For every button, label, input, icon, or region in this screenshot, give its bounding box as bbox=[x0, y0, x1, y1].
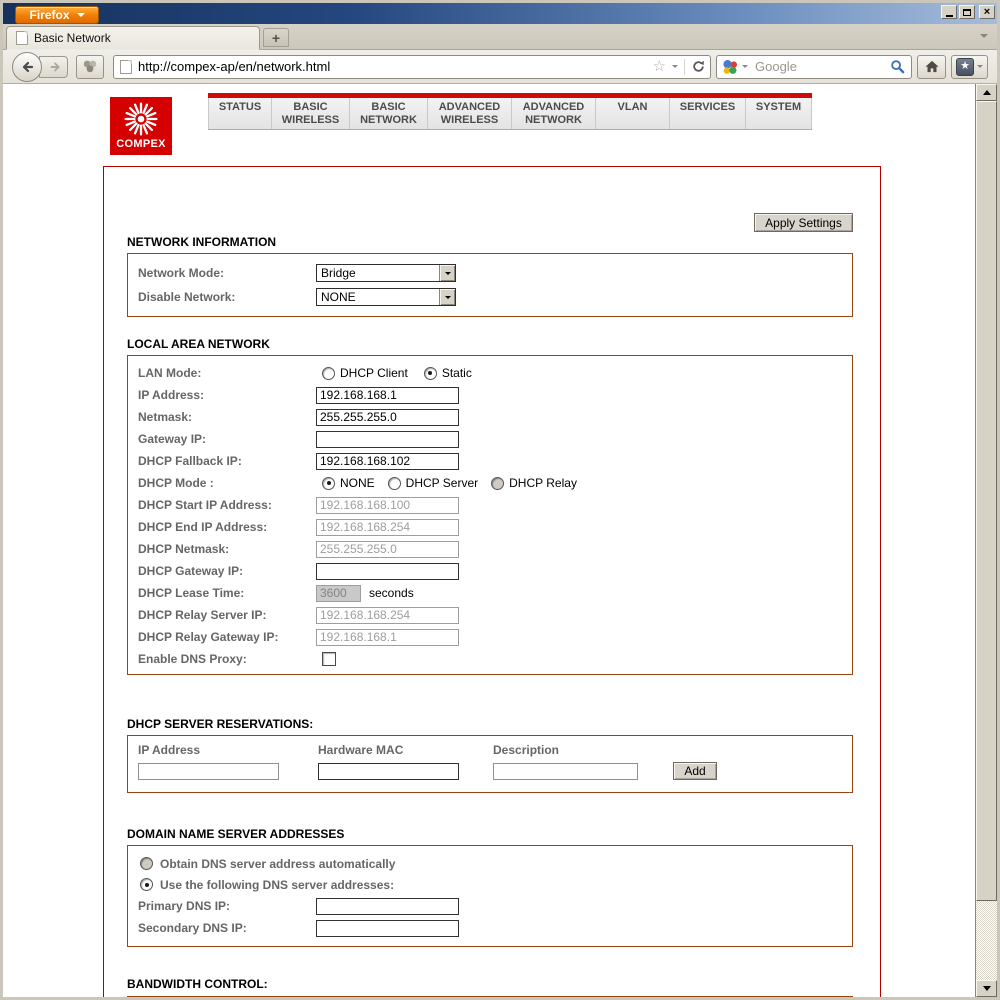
network-mode-label: Network Mode: bbox=[138, 266, 225, 280]
enable-dns-proxy-label: Enable DNS Proxy: bbox=[138, 652, 247, 666]
dhcp-relay-server-ip-input bbox=[316, 607, 459, 624]
nav-item-advanced-wireless[interactable]: ADVANCED WIRELESS bbox=[428, 98, 512, 129]
minimize-icon bbox=[946, 15, 953, 17]
dhcp-mode-relay-option[interactable]: DHCP Relay bbox=[491, 476, 577, 490]
apply-settings-button[interactable]: Apply Settings bbox=[754, 213, 853, 232]
add-reservation-button[interactable]: Add bbox=[673, 762, 717, 780]
compex-starburst-icon bbox=[119, 97, 163, 141]
lan-mode-static-option[interactable]: Static bbox=[424, 366, 472, 380]
home-button[interactable] bbox=[917, 55, 946, 79]
network-information-section bbox=[127, 253, 853, 317]
url-input[interactable] bbox=[138, 58, 647, 76]
select-dropdown-button[interactable] bbox=[439, 265, 455, 281]
tab-groups-icon bbox=[82, 59, 98, 74]
bookmark-dropdown-icon[interactable] bbox=[672, 65, 678, 71]
dhcp-mode-none-option[interactable]: NONE bbox=[322, 476, 375, 490]
ip-address-input[interactable] bbox=[316, 387, 459, 404]
close-button[interactable] bbox=[979, 5, 995, 19]
bookmarks-menu-button[interactable] bbox=[951, 55, 988, 79]
nav-item-services[interactable]: SERVICES bbox=[670, 98, 746, 129]
close-icon: × bbox=[983, 5, 991, 18]
radio-checked-icon[interactable] bbox=[424, 367, 437, 380]
settings-form bbox=[103, 166, 881, 997]
reservation-ip-column-header: IP Address bbox=[138, 743, 201, 757]
bookmark-star-icon[interactable]: ☆ bbox=[652, 58, 666, 75]
lan-mode-label: LAN Mode: bbox=[138, 366, 202, 380]
dhcp-end-ip-input bbox=[316, 519, 459, 536]
nav-item-basic-wireless[interactable]: BASIC WIRELESS bbox=[272, 98, 350, 129]
back-arrow-icon bbox=[19, 59, 35, 75]
nav-item-vlan[interactable]: VLAN bbox=[596, 98, 670, 129]
title-bar bbox=[3, 3, 997, 24]
arrow-up-icon bbox=[983, 86, 991, 95]
dns-auto-option[interactable]: Obtain DNS server address automatically bbox=[140, 853, 842, 874]
reservation-desc-column-header: Description bbox=[493, 743, 560, 757]
reservation-desc-input[interactable] bbox=[493, 763, 638, 780]
tab-basic-network[interactable] bbox=[6, 26, 260, 50]
network-mode-value: Bridge bbox=[321, 266, 356, 280]
gateway-ip-input[interactable] bbox=[316, 431, 459, 448]
new-tab-button[interactable] bbox=[263, 28, 289, 47]
nav-item-basic-network[interactable]: BASIC NETWORK bbox=[350, 98, 428, 129]
dhcp-relay-server-ip-label: DHCP Relay Server IP: bbox=[138, 608, 267, 622]
tab-bar bbox=[3, 24, 997, 50]
compex-logo-text: COMPEX bbox=[116, 138, 166, 150]
disable-network-label: Disable Network: bbox=[138, 290, 236, 304]
search-magnifier-icon[interactable] bbox=[890, 59, 905, 74]
scroll-down-button[interactable] bbox=[976, 980, 997, 997]
network-information-heading: NETWORK INFORMATION bbox=[127, 235, 277, 249]
local-area-network-section bbox=[127, 355, 853, 675]
site-identity-icon[interactable] bbox=[120, 60, 132, 74]
dhcp-relay-gateway-ip-label: DHCP Relay Gateway IP: bbox=[138, 630, 279, 644]
bandwidth-control-heading: BANDWIDTH CONTROL: bbox=[127, 977, 268, 991]
netmask-input[interactable] bbox=[316, 409, 459, 426]
nav-item-status[interactable]: STATUS bbox=[208, 98, 272, 129]
primary-dns-input[interactable] bbox=[316, 898, 459, 915]
secondary-dns-label: Secondary DNS IP: bbox=[138, 921, 247, 935]
urlbar-divider bbox=[684, 59, 685, 75]
dns-section bbox=[127, 845, 853, 947]
secondary-dns-input[interactable] bbox=[316, 920, 459, 937]
reservation-mac-column-header: Hardware MAC bbox=[318, 743, 404, 757]
maximize-button[interactable] bbox=[959, 5, 975, 19]
radio-checked-icon[interactable] bbox=[140, 878, 153, 891]
tab-groups-button[interactable] bbox=[76, 55, 104, 79]
tab-title: Basic Network bbox=[34, 31, 111, 45]
radio-unchecked-icon[interactable] bbox=[388, 477, 401, 490]
dns-manual-option[interactable]: Use the following DNS server addresses: bbox=[140, 874, 842, 895]
arrow-down-icon bbox=[983, 986, 991, 995]
radio-disabled-icon bbox=[491, 477, 504, 490]
dhcp-lease-time-input bbox=[316, 585, 361, 602]
vertical-scrollbar[interactable] bbox=[975, 84, 997, 997]
bandwidth-control-section bbox=[127, 996, 853, 997]
forward-arrow-icon bbox=[49, 60, 63, 74]
dhcp-reservations-section bbox=[127, 735, 853, 793]
dhcp-end-ip-label: DHCP End IP Address: bbox=[138, 520, 268, 534]
reload-icon[interactable] bbox=[691, 59, 706, 74]
bookmarks-star-icon: ★ bbox=[956, 58, 974, 76]
reservation-ip-input[interactable] bbox=[138, 763, 279, 780]
main-nav-menu bbox=[208, 93, 812, 130]
minimize-button[interactable] bbox=[941, 5, 957, 19]
chevron-down-icon bbox=[77, 13, 85, 21]
new-tab-plus-icon: + bbox=[271, 29, 281, 46]
tab-list-dropdown-icon[interactable] bbox=[980, 34, 988, 42]
maximize-icon bbox=[963, 9, 971, 16]
dhcp-netmask-input bbox=[316, 541, 459, 558]
bookmarks-dropdown-icon bbox=[977, 65, 983, 71]
dhcp-start-ip-input bbox=[316, 497, 459, 514]
url-bar[interactable] bbox=[113, 55, 711, 79]
page-favicon-icon bbox=[16, 31, 28, 45]
radio-checked-icon[interactable] bbox=[322, 477, 335, 490]
google-icon[interactable] bbox=[723, 60, 737, 74]
dns-heading: DOMAIN NAME SERVER ADDRESSES bbox=[127, 827, 345, 841]
search-input[interactable] bbox=[753, 58, 885, 75]
navigation-toolbar bbox=[3, 50, 997, 84]
compex-logo bbox=[110, 97, 172, 155]
forward-button[interactable] bbox=[39, 56, 68, 78]
lan-mode-dhcp-client-option[interactable]: DHCP Client bbox=[322, 366, 408, 380]
disable-network-value: NONE bbox=[321, 290, 356, 304]
disable-network-select[interactable] bbox=[316, 288, 456, 306]
dhcp-gateway-ip-input[interactable] bbox=[316, 563, 459, 580]
gateway-ip-label: Gateway IP: bbox=[138, 432, 207, 446]
dhcp-mode-server-option[interactable]: DHCP Server bbox=[388, 476, 478, 490]
radio-unchecked-icon[interactable] bbox=[322, 367, 335, 380]
ip-address-label: IP Address: bbox=[138, 388, 205, 402]
home-icon bbox=[924, 59, 940, 74]
chevron-down-icon bbox=[445, 272, 451, 278]
dhcp-reservations-heading: DHCP SERVER RESERVATIONS: bbox=[127, 717, 314, 731]
reservation-mac-input[interactable] bbox=[318, 763, 459, 780]
dhcp-gateway-ip-label: DHCP Gateway IP: bbox=[138, 564, 244, 578]
dhcp-lease-time-unit: seconds bbox=[369, 586, 414, 600]
back-button[interactable] bbox=[12, 52, 42, 82]
firefox-menu-button[interactable] bbox=[15, 6, 99, 24]
web-page bbox=[3, 84, 975, 997]
search-engine-dropdown-icon[interactable] bbox=[742, 65, 748, 71]
nav-item-system[interactable]: SYSTEM bbox=[746, 98, 812, 129]
dhcp-fallback-ip-label: DHCP Fallback IP: bbox=[138, 454, 242, 468]
scrollbar-thumb[interactable] bbox=[976, 101, 997, 901]
search-box[interactable] bbox=[716, 55, 912, 79]
firefox-menu-label: Firefox bbox=[29, 7, 70, 22]
chevron-down-icon bbox=[445, 296, 451, 302]
local-area-network-heading: LOCAL AREA NETWORK bbox=[127, 337, 270, 351]
dhcp-fallback-ip-input[interactable] bbox=[316, 453, 459, 470]
netmask-label: Netmask: bbox=[138, 410, 193, 424]
scroll-up-button[interactable] bbox=[976, 84, 997, 101]
enable-dns-proxy-checkbox[interactable] bbox=[322, 652, 336, 666]
dhcp-netmask-label: DHCP Netmask: bbox=[138, 542, 230, 556]
dhcp-relay-gateway-ip-input bbox=[316, 629, 459, 646]
nav-item-advanced-network[interactable]: ADVANCED NETWORK bbox=[512, 98, 596, 129]
dhcp-mode-label: DHCP Mode : bbox=[138, 476, 214, 490]
dhcp-lease-time-label: DHCP Lease Time: bbox=[138, 586, 245, 600]
radio-disabled-icon bbox=[140, 857, 153, 870]
primary-dns-label: Primary DNS IP: bbox=[138, 899, 231, 913]
dhcp-start-ip-label: DHCP Start IP Address: bbox=[138, 498, 272, 512]
network-mode-select[interactable] bbox=[316, 264, 456, 282]
select-dropdown-button[interactable] bbox=[439, 289, 455, 305]
